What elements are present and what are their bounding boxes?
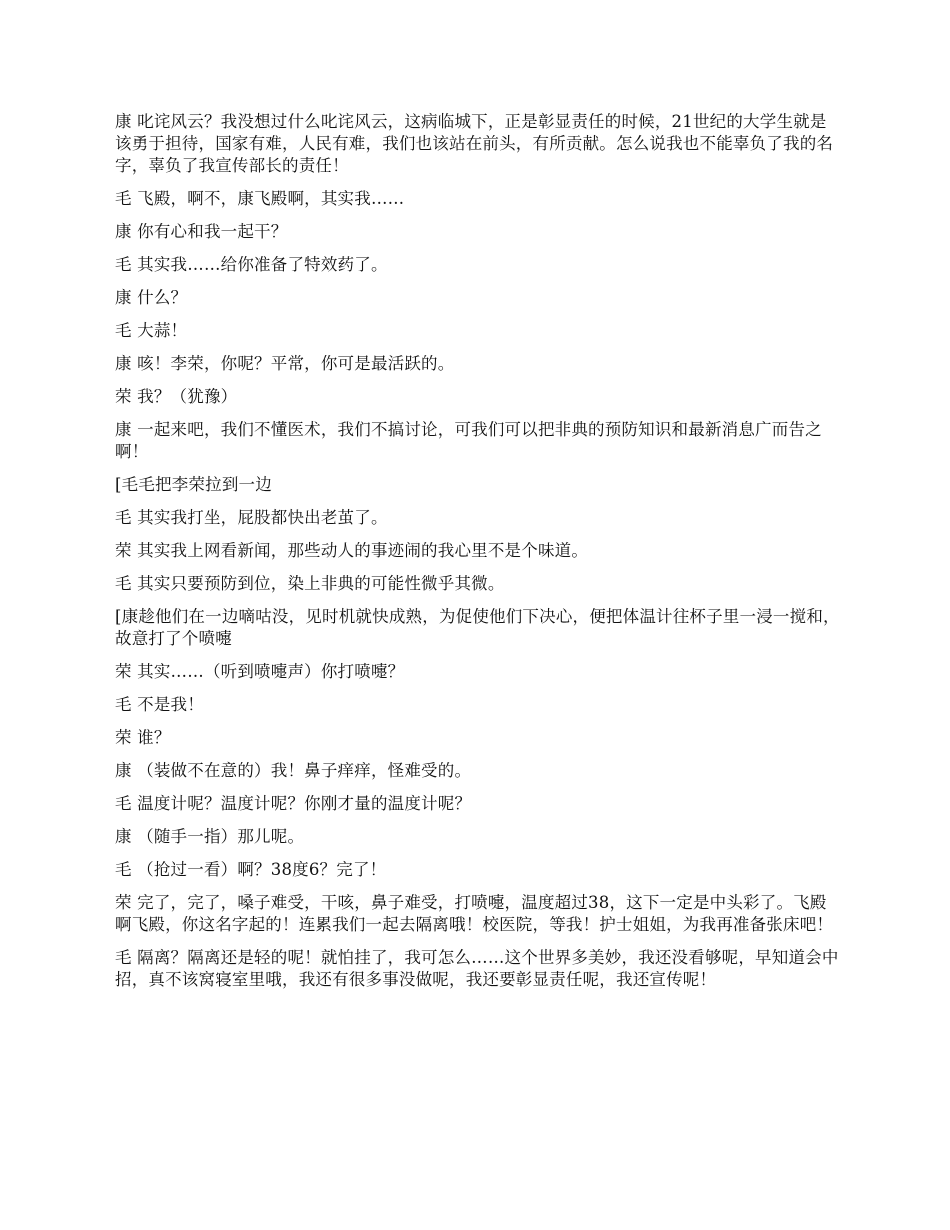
document-body <box>115 111 840 1002</box>
paragraph: 康 一起来吧，我们不懂医术，我们不搞讨论，可我们可以把非典的预防知识和最新消息广而告之啊！ <box>115 420 822 461</box>
paragraph: 毛 其实我打坐，屁股都快出老茧了。 <box>115 508 388 527</box>
paragraph: 康 （装做不在意的）我！鼻子痒痒，怪难受的。 <box>115 761 472 780</box>
paragraph: 康 叱诧风云？我没想过什么叱诧风云，这病临城下，正是彰显责任的时候，21世纪的大学生就是该勇于担待，国家有难，人民有难，我们也该站在前头，有所贡献。怎么说我也不能辜负了我的名字，辜负了我宣传部长的责任！ <box>115 112 834 175</box>
paragraph: 毛 （抢过一看）啊？38度6？完了！ <box>115 860 387 879</box>
paragraph: 毛 温度计呢？温度计呢？你刚才量的温度计呢？ <box>115 794 472 813</box>
stage-direction: [毛毛把李荣拉到一边 <box>115 475 272 494</box>
stage-direction: [康趁他们在一边嘀咕没，见时机就快成熟，为促使他们下决心，便把体温计往杯子里一浸一搅和，故意打了个喷嚏 <box>115 607 840 648</box>
paragraph: 荣 我？（犹豫） <box>115 387 238 406</box>
paragraph: 康 咳！李荣，你呢？平常，你可是最活跃的。 <box>115 354 455 373</box>
paragraph: 康 你有心和我一起干？ <box>115 222 288 241</box>
paragraph: 荣 谁？ <box>115 728 171 747</box>
paragraph: 毛 隔离？隔离还是轻的呢！就怕挂了，我可怎么……这个世界多美妙，我还没看够呢，早知道会中招，真不该窝寝室里哦，我还有很多事没做呢，我还要彰显责任呢，我还宣传呢！ <box>115 948 839 989</box>
paragraph: 毛 其实我……给你准备了特效药了。 <box>115 255 388 274</box>
paragraph: 荣 其实我上网看新闻，那些动人的事迹闹的我心里不是个味道。 <box>115 541 589 560</box>
paragraph: 毛 不是我！ <box>115 695 204 714</box>
paragraph: 毛 大蒜！ <box>115 321 188 340</box>
paragraph: 康 （随手一指）那儿呢。 <box>115 827 305 846</box>
paragraph: 康 什么？ <box>115 288 188 307</box>
paragraph: 荣 其实……（听到喷嚏声）你打喷嚏？ <box>115 662 405 681</box>
paragraph: 毛 其实只要预防到位，染上非典的可能性微乎其微。 <box>115 574 505 593</box>
paragraph: 荣 完了，完了，嗓子难受，干咳，鼻子难受，打喷嚏，温度超过38，这下一定是中头彩了。飞殿啊飞殿，你这名字起的！连累我们一起去隔离哦！校医院，等我！护士姐姐，为我再准备张床吧！ <box>115 893 834 934</box>
paragraph: 毛 飞殿，啊不，康飞殿啊，其实我…… <box>115 189 405 208</box>
